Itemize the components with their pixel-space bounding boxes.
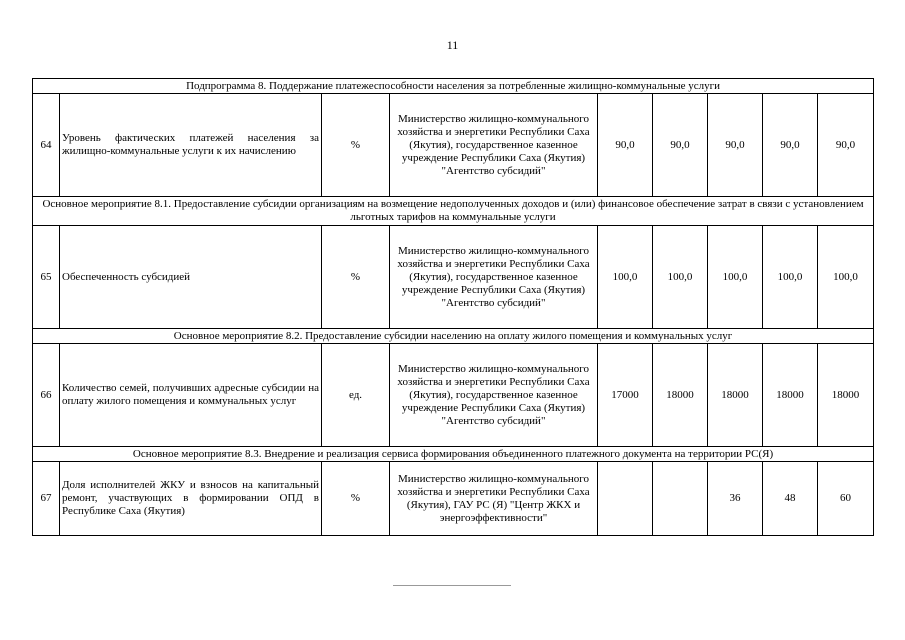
responsible-executor: Министерство жилищно-коммунального хозяйства и энергетики Республики Саха (Якутия), ГАУ РС (Я) "Центр ЖКХ и энергоэффективности": [390, 462, 598, 536]
indicators-table: [32, 78, 874, 536]
indicator-unit: %: [322, 226, 390, 329]
section-row: [33, 79, 874, 94]
indicator-row: [33, 226, 874, 329]
indicator-name: Доля исполнителей ЖКУ и взносов на капитальный ремонт, участвующих в формировании ОПД в Республике Саха (Якутия): [60, 462, 322, 536]
responsible-executor: Министерство жилищно-коммунального хозяйства и энергетики Республики Саха (Якутия), государственное казенное учреждение Республики Саха (Якутия) "Агентство субсидий": [390, 94, 598, 197]
indicator-value: 18000: [818, 344, 874, 447]
indicator-unit: %: [322, 462, 390, 536]
indicator-name: Уровень фактических платежей населения за жилищно-коммунальные услуги к их начислению: [60, 94, 322, 197]
page-number: 11: [446, 38, 459, 52]
indicator-value: 90,0: [708, 94, 763, 197]
indicator-unit: ед.: [322, 344, 390, 447]
section-title: Основное мероприятие 8.2. Предоставление субсидии населению на оплату жилого помещения и коммунальных услуг: [33, 329, 874, 344]
section-title: Подпрограмма 8. Поддержание платежеспособности населения за потребленные жилищно-коммунальные услуги: [33, 79, 874, 94]
indicator-value: 48: [763, 462, 818, 536]
indicator-value: 60: [818, 462, 874, 536]
indicator-number: 67: [33, 462, 60, 536]
indicator-name: Количество семей, получивших адресные субсидии на оплату жилого помещения и коммунальных услуг: [60, 344, 322, 447]
indicator-value: 18000: [763, 344, 818, 447]
indicator-value: 36: [708, 462, 763, 536]
section-row: [33, 197, 874, 226]
responsible-executor: Министерство жилищно-коммунального хозяйства и энергетики Республики Саха (Якутия), государственное казенное учреждение Республики Саха (Якутия) "Агентство субсидий": [390, 344, 598, 447]
indicator-row: [33, 94, 874, 197]
indicator-value: 100,0: [708, 226, 763, 329]
indicator-value: 100,0: [653, 226, 708, 329]
indicator-value: 90,0: [818, 94, 874, 197]
section-title: Основное мероприятие 8.3. Внедрение и реализация сервиса формирования объединенного платежного документа на территории РС(Я): [33, 447, 874, 462]
indicator-value: 90,0: [763, 94, 818, 197]
footer-divider: [393, 585, 511, 586]
indicator-value: 18000: [708, 344, 763, 447]
indicator-value: 90,0: [653, 94, 708, 197]
section-title: Основное мероприятие 8.1. Предоставление субсидии организациям на возмещение недополученных доходов и (или) финансовое обеспечение затрат в связи с установлением льготных тарифов на коммунальные услуги: [33, 197, 874, 226]
indicator-name: Обеспеченность субсидией: [60, 226, 322, 329]
section-row: [33, 447, 874, 462]
responsible-executor: Министерство жилищно-коммунального хозяйства и энергетики Республики Саха (Якутия), государственное казенное учреждение Республики Саха (Якутия) "Агентство субсидий": [390, 226, 598, 329]
section-row: [33, 329, 874, 344]
indicator-value: 90,0: [598, 94, 653, 197]
indicator-number: 64: [33, 94, 60, 197]
indicator-value: 17000: [598, 344, 653, 447]
indicator-number: 66: [33, 344, 60, 447]
indicator-row: [33, 344, 874, 447]
indicator-value: [598, 462, 653, 536]
indicator-value: 100,0: [598, 226, 653, 329]
indicator-value: 100,0: [763, 226, 818, 329]
indicator-value: [653, 462, 708, 536]
indicator-value: 18000: [653, 344, 708, 447]
indicator-value: 100,0: [818, 226, 874, 329]
indicator-unit: %: [322, 94, 390, 197]
indicator-number: 65: [33, 226, 60, 329]
indicator-row: [33, 462, 874, 536]
